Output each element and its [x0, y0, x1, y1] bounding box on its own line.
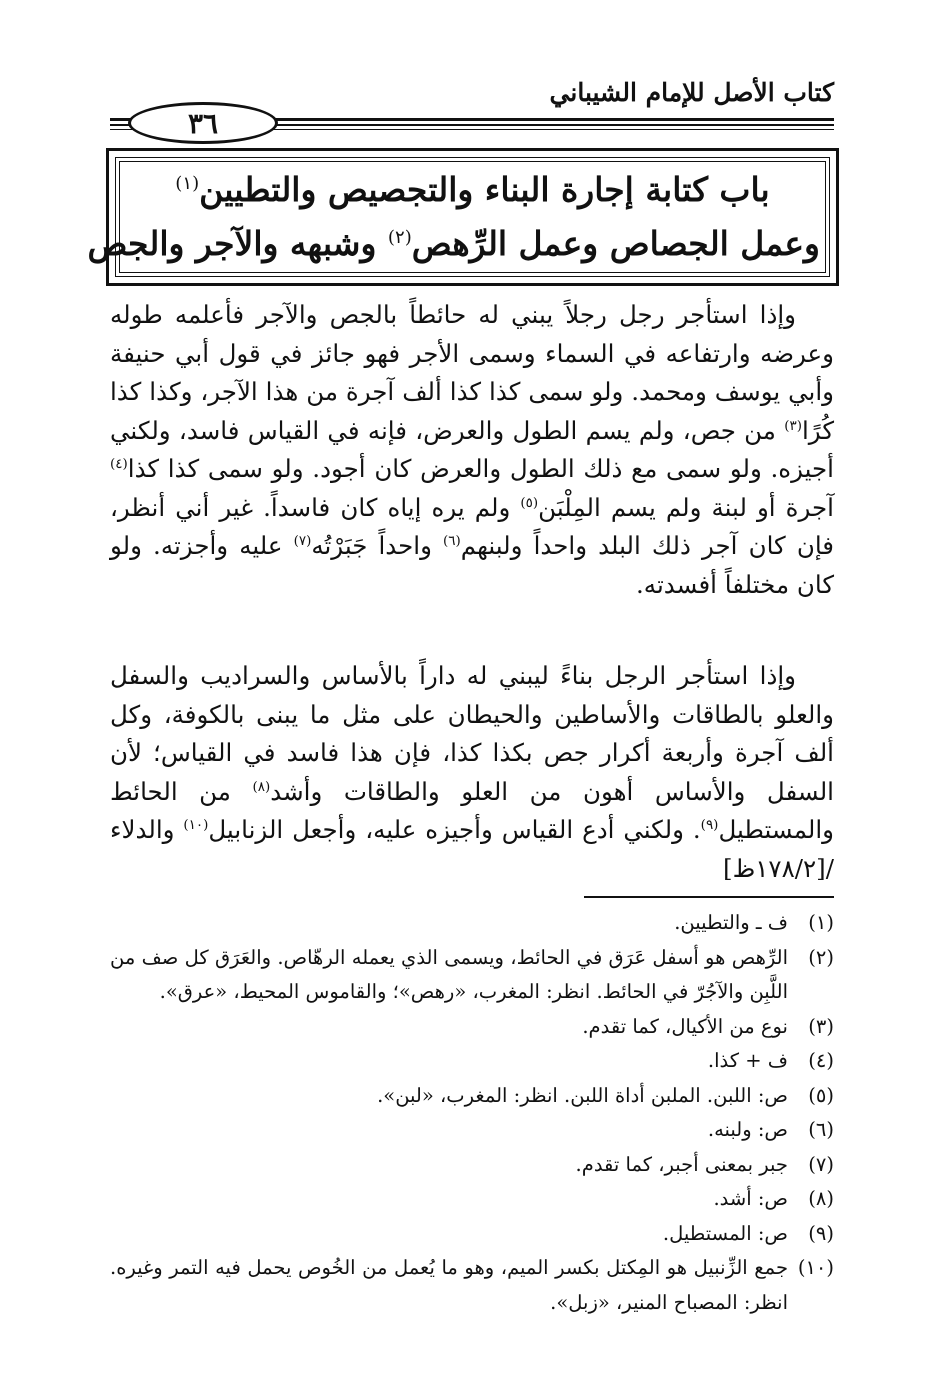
footnote-text: ص: المستطيل.: [662, 1221, 788, 1245]
footnote-number: (٦): [808, 1118, 834, 1141]
footnote-text: نوع من الأكيال، كما تقدم.: [582, 1014, 788, 1038]
footnote-item: [110, 1044, 834, 1079]
footnote-number: (٣): [808, 1014, 834, 1038]
footnote-number: (٨): [808, 1187, 834, 1210]
paragraph: [110, 657, 834, 888]
paragraph: [110, 296, 834, 604]
footnotes-list: [110, 906, 834, 1320]
footnote-item: [110, 1010, 834, 1045]
footnote-item: [110, 1148, 834, 1183]
footnote-item: [110, 906, 834, 941]
footnote-number: (٩): [808, 1221, 834, 1245]
paragraph-text: من الحائط والمستطيل: [110, 776, 834, 844]
footnote-marker: (٤): [110, 455, 128, 472]
page-number: ٣٦: [128, 102, 278, 144]
footnote-text: ف ـ والتطيين.: [674, 911, 788, 934]
paragraph-text: آجرة أو لبنة ولم يسم المِلْبَن: [538, 492, 834, 522]
footnote-item: [110, 1217, 834, 1252]
footnote-marker: (٩): [700, 816, 719, 833]
paragraph-text: وإذا استأجر رجل رجلاً يبني له حائطاً بالجص والآجر فأعلمه طوله وعرضه وارتفاعه في السماء وسمى الأجر فهو جائز في قول أبي حنيفة وأبي يوسف ومحمد. ولو سمى كذا كذا ألف آجرة من هذا الآجر، وكذا كذا كُرًا: [110, 300, 834, 445]
footnote-marker: (٧): [293, 532, 312, 549]
chapter-title-line-2: [87, 217, 820, 271]
footnote-marker: (١٠): [183, 816, 209, 833]
chapter-title-text: باب كتابة إجارة البناء والتجصيص والتطيين: [199, 170, 770, 209]
running-header-title: كتاب الأصل للإمام الشيباني: [549, 78, 834, 107]
chapter-title-text: وشبهه والآجر والجص: [87, 224, 388, 263]
chapter-title-line-1: [125, 163, 820, 217]
footnote-number: (٤): [808, 1049, 834, 1072]
footnote-text: جمع الزِّنبيل هو المِكتل بكسر الميم، وهو ما يُعمل من الخُوص يحمل فيه التمر وغيره. انظر: المصباح المنير، «زبل».: [110, 1256, 788, 1314]
paragraph-text: عليه وأجزته. ولو كان مختلفاً أفسدته.: [110, 531, 834, 599]
footnote-marker: (٦): [443, 532, 461, 549]
footnote-text: ف + كذا.: [707, 1049, 788, 1072]
footnote-number: (٢): [808, 945, 834, 969]
body-paragraph-2: [110, 657, 834, 888]
footnote-text: الرِّهص هو أسفل عَرَق في الحائط، ويسمى الذي يعمله الرهّاص. والعَرَق كل صف من اللَّبِن والآجُرّ في الحائط. انظر: المغرب، «رهص»؛ والقاموس المحيط، «عرق».: [110, 945, 788, 1003]
footnote-number: (٥): [808, 1083, 834, 1107]
chapter-title: [87, 165, 820, 269]
footnote-marker: (٣): [784, 417, 802, 434]
footnote-item: [110, 1079, 834, 1114]
footnote-item: [110, 1113, 834, 1148]
footnote-item: [110, 941, 834, 1010]
footnote-marker: (٨): [252, 778, 271, 795]
paragraph-text: . ولكني أدع القياس وأجيزه عليه، وأجعل الزنابيل: [208, 815, 701, 844]
paragraph-text: وإذا استأجر الرجل بناءً ليبني له داراً بالأساس والسراديب والسفل والعلو بالطاقات والأساطين والحيطان على مثل ما يبنى بالكوفة، وكل ألف آجرة وأربعة أكرار جص بكذا كذا، فإن هذا فاسد في القياس؛ لأن السفل والأساس أهون من العلو والطاقات وأشد: [110, 661, 834, 806]
footnote-marker: (٢): [387, 227, 412, 248]
footnote-marker: (٥): [520, 494, 539, 511]
body-paragraph-1: [110, 296, 834, 604]
footnote-text: ص: اللبن. الملبن أداة اللبن. انظر: المغرب، «لبن».: [377, 1083, 788, 1107]
chapter-title-frame: [87, 148, 839, 286]
footnote-separator: [584, 896, 834, 898]
chapter-title-text: وعمل الجصاص وعمل الرِّهص: [411, 224, 820, 263]
paragraph-text: من جص، ولم يسم الطول والعرض، فإنه في القياس فاسد، ولكني أجيزه. ولو سمى مع ذلك الطول والعرض كان أجود. ولو سمى كذا كذا: [110, 415, 834, 483]
paragraph-text: والدلاء /[١٧٨/٢ظ]: [110, 815, 834, 883]
footnote-item: [110, 1251, 834, 1320]
paragraph-text: ولم يره إياه كان فاسداً. غير أني أنظر، فإن كان آجر ذلك البلد واحداً ولبنهم: [110, 492, 834, 560]
footnote-text: ص: أشد.: [713, 1187, 788, 1210]
footnote-text: ص: ولبنه.: [707, 1118, 788, 1141]
footnote-number: (٧): [808, 1152, 834, 1176]
footnote-item: [110, 1182, 834, 1217]
footnote-number: (١): [808, 911, 834, 934]
footnote-marker: (١): [175, 173, 200, 194]
footnote-text: جبر بمعنى أجبر، كما تقدم.: [575, 1152, 788, 1176]
paragraph-text: واحداً جَبَرْتُه: [311, 531, 444, 560]
footnote-number: (١٠): [797, 1256, 834, 1279]
